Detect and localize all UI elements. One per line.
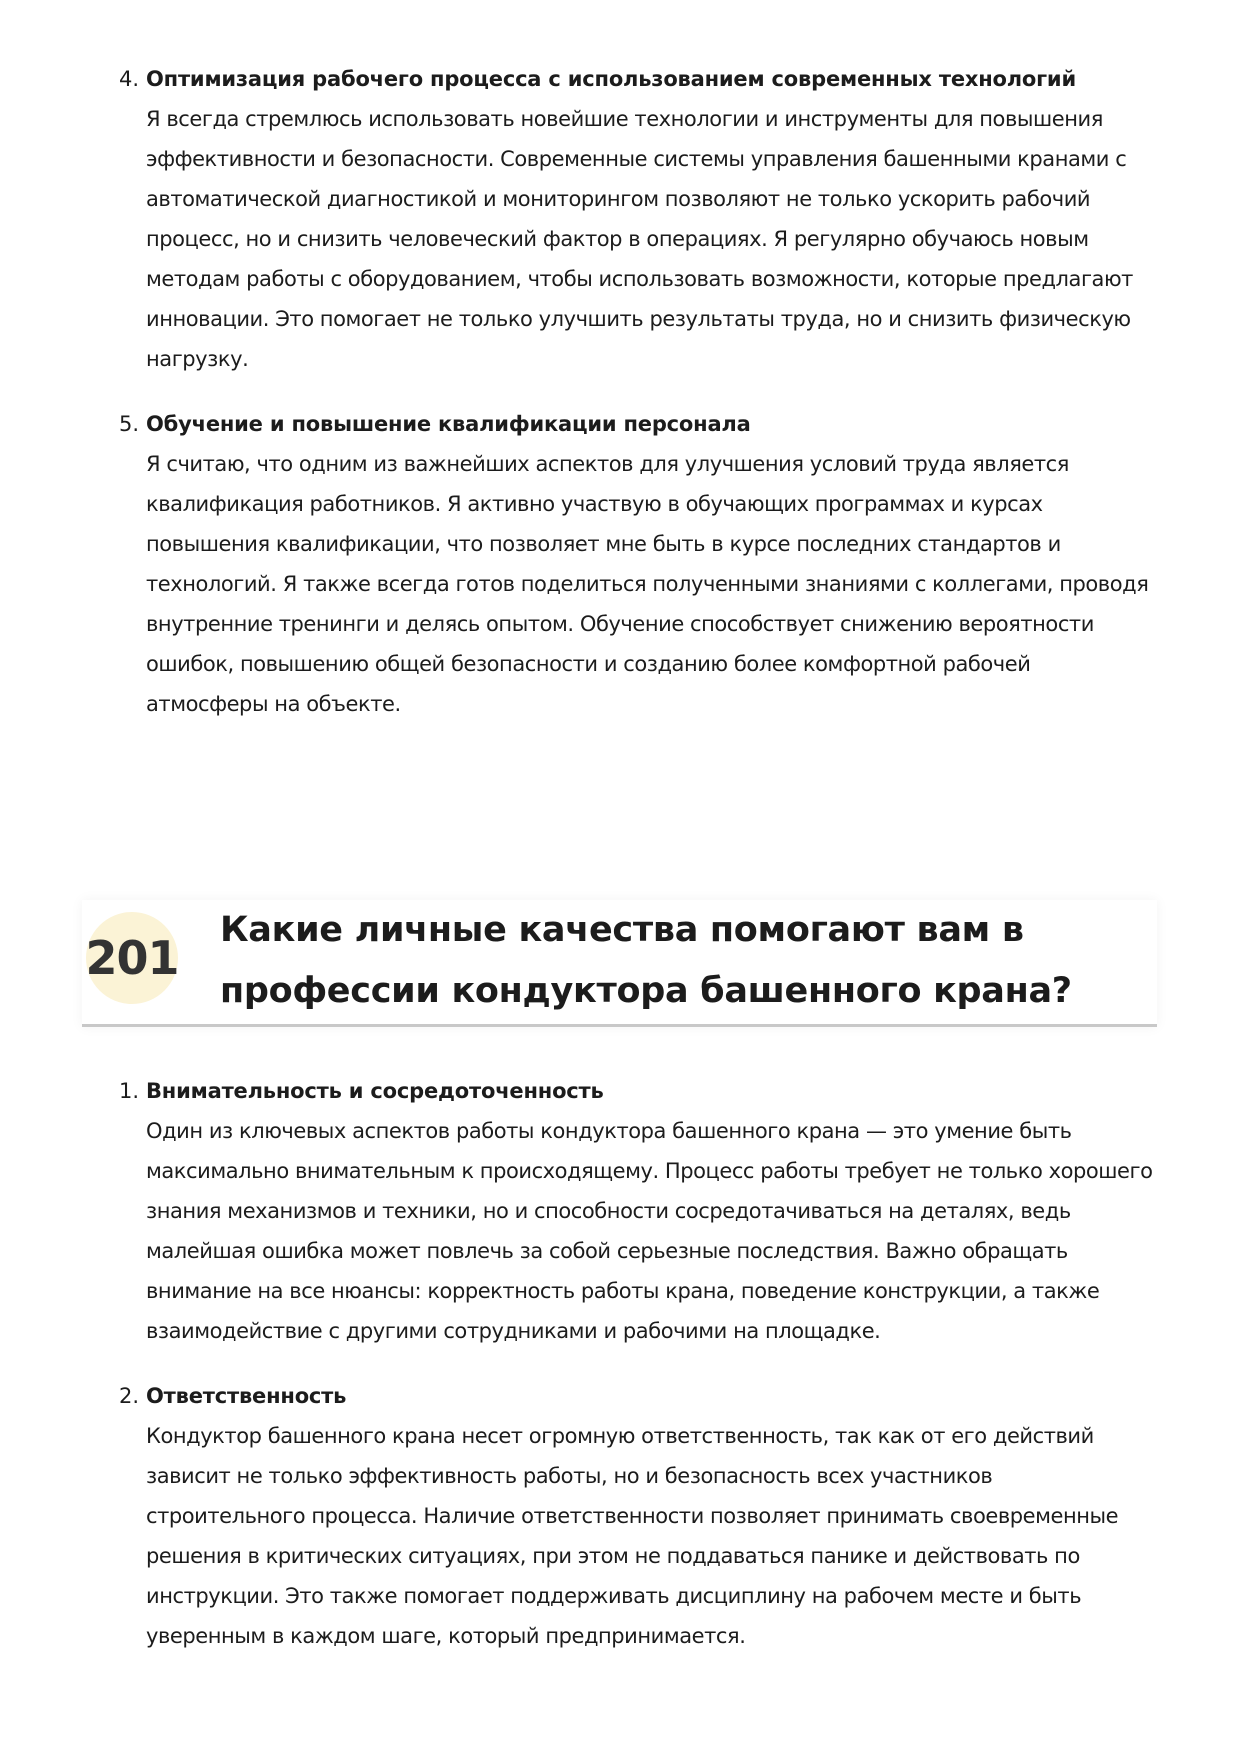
list-item-number: 5. [119,412,140,436]
list-item-body: Я считаю, что одним из важнейших аспектов для улучшения условий труда является квалификация работников. Я активно участвую в обучающих программах и курсах повышения квалификации, что позволяет мне быть в курсе последних стандартов и технологий. Я также всегда готов поделиться полученными знаниями с коллегами, проводя внутренние тренинги и делясь опытом. Обучение способствует снижению вероятности ошибок, повышению общей безопасности и созданию более комфортной рабочей атмосферы на объекте. [146,452,1149,716]
list-item [115,1376,1155,1656]
list-item [115,59,1155,379]
list-item-body: Кондуктор башенного крана несет огромную ответственность, так как от его действий зависит не только эффективность работы, но и безопасность всех участников строительного процесса. Наличие ответственности позволяет принимать своевременные решения в критических ситуациях, при этом не поддаваться панике и действовать по инструкции. Это также помогает поддерживать дисциплину на рабочем месте и быть уверенным в каждом шаге, который предпринимается. [146,1424,1119,1648]
list-item-title: Ответственность [146,1384,347,1408]
question-number-badge: 201 [86,912,178,1004]
list-item-body: Я всегда стремлюсь использовать новейшие технологии и инструменты для повышения эффективности и безопасности. Современные системы управления башенными кранами с автоматической диагностикой и мониторингом позволяют не только ускорить рабочий процесс, но и снизить человеческий фактор в операциях. Я регулярно обучаюсь новым методам работы с оборудованием, чтобы использовать возможности, которые предлагают инновации. Это помогает не только улучшить результаты труда, но и снизить физическую нагрузку. [146,107,1133,371]
list-item-title: Обучение и повышение квалификации персонала [146,412,751,436]
previous-answer-list [115,59,1155,724]
list-item [115,1071,1155,1351]
list-item-number: 4. [119,67,140,91]
list-item-number: 2. [119,1384,140,1408]
list-item [115,404,1155,724]
question-title: Какие личные качества помогают вам в профессии кондуктора башенного крана? [220,910,1072,1011]
list-item-title: Внимательность и сосредоточенность [146,1079,604,1103]
list-item-body: Один из ключевых аспектов работы кондуктора башенного крана — это умение быть максимально внимательным к происходящему. Процесс работы требует не только хорошего знания механизмов и техники, но и способности сосредотачиваться на деталях, ведь малейшая ошибка может повлечь за собой серьезные последствия. Важно обращать внимание на все нюансы: корректность работы крана, поведение конструкции, а также взаимодействие с другими сотрудниками и рабочими на площадке. [146,1119,1153,1343]
question-header [82,900,1157,1027]
list-item-number: 1. [119,1079,140,1103]
list-item-title: Оптимизация рабочего процесса с использованием современных технологий [146,67,1076,91]
answer-list [115,1071,1155,1656]
